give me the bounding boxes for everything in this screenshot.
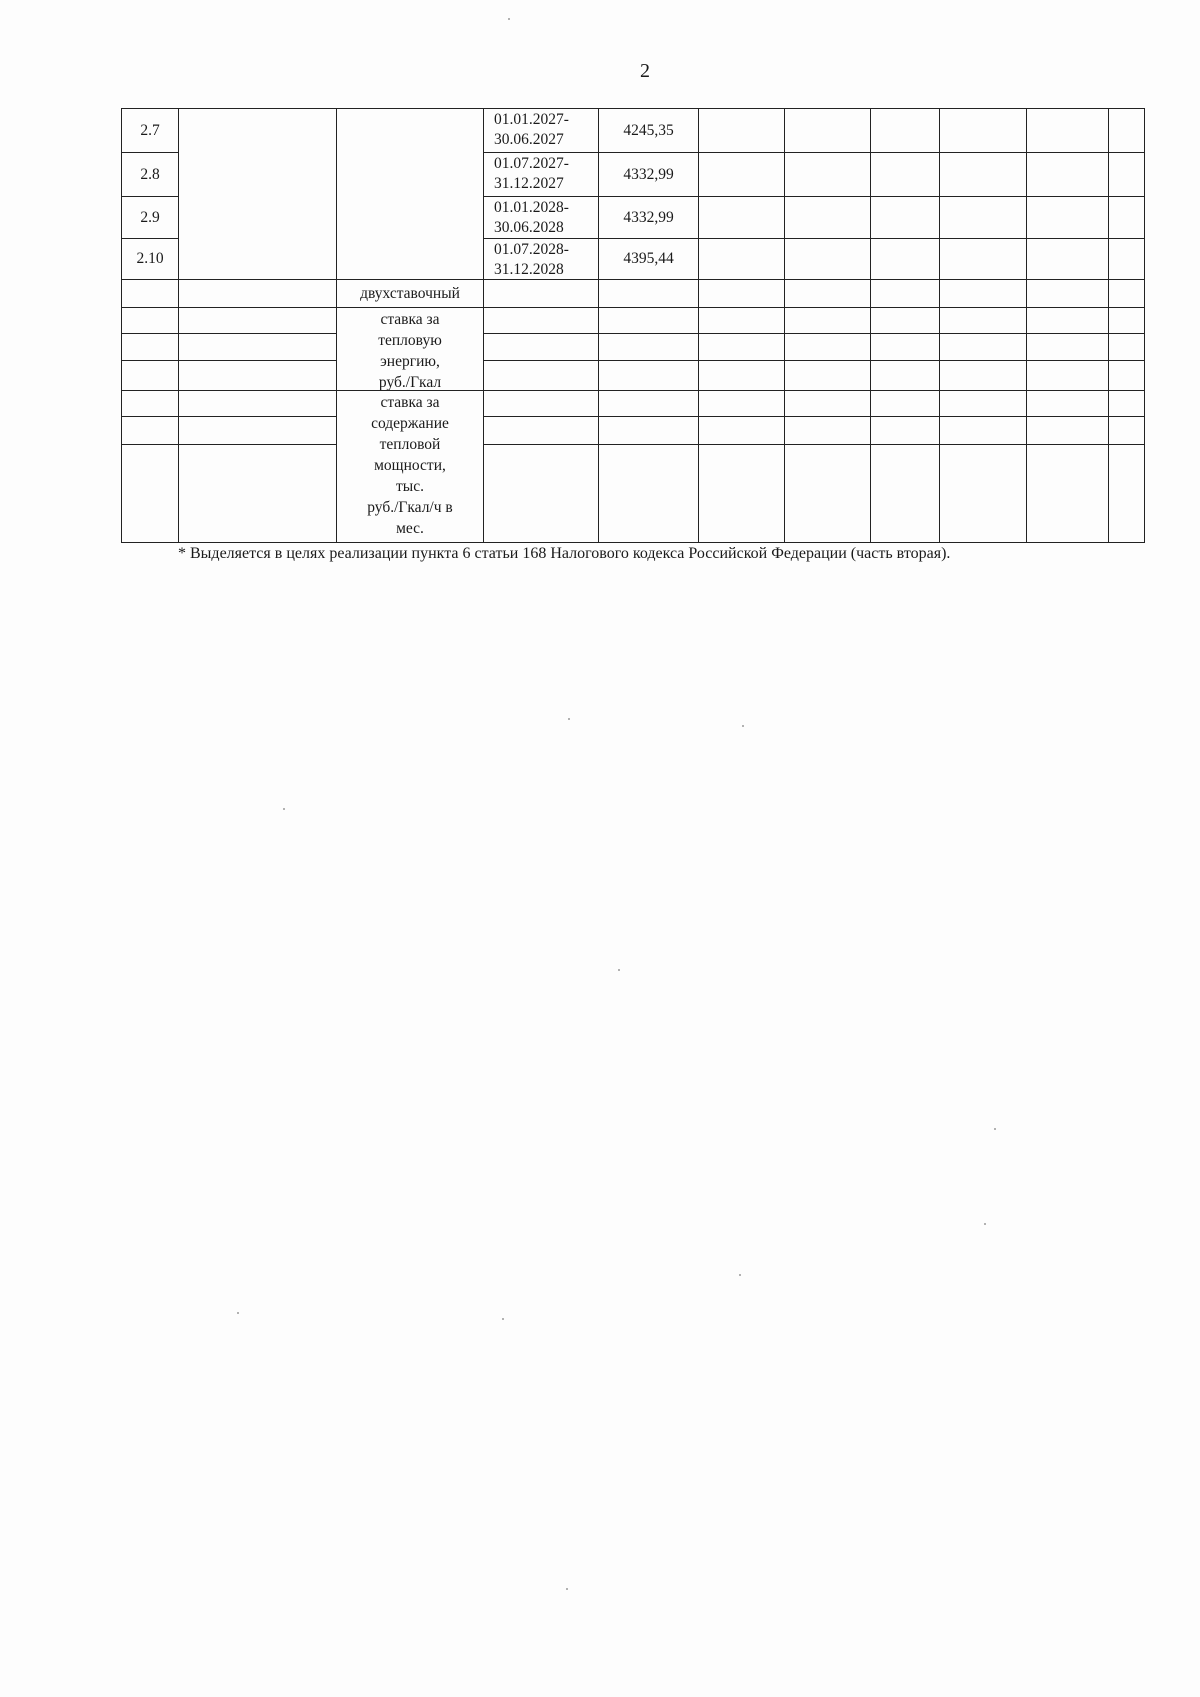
period-cell (483, 390, 599, 417)
empty-cell (939, 444, 1027, 543)
empty-cell (698, 360, 785, 391)
empty-cell (939, 279, 1027, 308)
period-cell (483, 307, 599, 334)
period-cell (483, 333, 599, 361)
scan-speck (568, 718, 570, 720)
tariff-value (598, 307, 699, 334)
org-name-cell (178, 416, 337, 445)
empty-cell (1026, 416, 1109, 445)
empty-cell (939, 390, 1027, 417)
empty-cell (870, 196, 940, 239)
empty-cell (1026, 108, 1109, 153)
empty-cell (870, 238, 940, 280)
scan-speck (237, 1312, 239, 1314)
row-number (121, 360, 179, 391)
tariff-value: 4332,99 (598, 152, 699, 197)
tariff-value (598, 279, 699, 308)
org-name-cell (178, 108, 337, 280)
empty-cell (698, 416, 785, 445)
footnote: * Выделяется в целях реализации пункта 6 статьи 168 Налогового кодекса Российской Федерации (часть вторая). (178, 545, 951, 562)
empty-cell (939, 360, 1027, 391)
empty-cell (939, 196, 1027, 239)
org-name-cell (178, 307, 337, 334)
empty-cell (698, 108, 785, 153)
row-number: 2.10 (121, 238, 179, 280)
row-number: 2.8 (121, 152, 179, 197)
empty-cell (870, 307, 940, 334)
period-cell: 01.07.2027- 31.12.2027 (483, 152, 599, 197)
scan-speck (742, 725, 744, 727)
scan-speck (508, 18, 510, 20)
tariff-value (598, 444, 699, 543)
scan-speck (994, 1128, 996, 1130)
empty-cell (1108, 333, 1145, 361)
empty-cell (1026, 196, 1109, 239)
empty-cell (1108, 307, 1145, 334)
empty-cell (698, 279, 785, 308)
two-part-label: двухставочный (336, 279, 484, 308)
scan-speck (283, 808, 285, 810)
empty-cell (784, 444, 871, 543)
page-number: 2 (640, 60, 650, 82)
period-cell (483, 360, 599, 391)
empty-cell (698, 444, 785, 543)
empty-cell (1026, 152, 1109, 197)
empty-cell (1026, 279, 1109, 308)
period-cell (483, 444, 599, 543)
empty-cell (870, 444, 940, 543)
empty-cell (870, 416, 940, 445)
empty-cell (1026, 333, 1109, 361)
org-name-cell (178, 279, 337, 308)
org-name-cell (178, 360, 337, 391)
org-name-cell (178, 333, 337, 361)
tariff-value: 4395,44 (598, 238, 699, 280)
empty-cell (784, 108, 871, 153)
row-number (121, 333, 179, 361)
scan-speck (739, 1274, 741, 1276)
empty-cell (1108, 152, 1145, 197)
empty-cell (1026, 360, 1109, 391)
empty-cell (784, 279, 871, 308)
row-number (121, 390, 179, 417)
empty-cell (870, 390, 940, 417)
empty-cell (784, 196, 871, 239)
scan-speck (566, 1588, 568, 1590)
org-name-cell (178, 390, 337, 417)
tariff-value: 4245,35 (598, 108, 699, 153)
row-number: 2.9 (121, 196, 179, 239)
org-name-cell (178, 444, 337, 543)
empty-cell (698, 333, 785, 361)
empty-cell (1108, 196, 1145, 239)
empty-cell (870, 152, 940, 197)
empty-cell (1026, 390, 1109, 417)
period-cell: 01.07.2028- 31.12.2028 (483, 238, 599, 280)
empty-cell (698, 307, 785, 334)
empty-cell (698, 238, 785, 280)
empty-cell (870, 333, 940, 361)
empty-cell (939, 416, 1027, 445)
period-cell: 01.01.2027- 30.06.2027 (483, 108, 599, 153)
empty-cell (698, 390, 785, 417)
empty-cell (1108, 279, 1145, 308)
row-number (121, 279, 179, 308)
row-number (121, 444, 179, 543)
tariff-table (121, 108, 1145, 543)
empty-cell (1026, 444, 1109, 543)
empty-cell (784, 238, 871, 280)
rate-capacity-label: ставка за содержание тепловой мощности, тыс. руб./Гкал/ч в мес. (336, 390, 484, 543)
empty-cell (870, 279, 940, 308)
empty-cell (698, 196, 785, 239)
empty-cell (870, 108, 940, 153)
period-cell: 01.01.2028- 30.06.2028 (483, 196, 599, 239)
tariff-value (598, 416, 699, 445)
tariff-value: 4332,99 (598, 196, 699, 239)
row-number (121, 307, 179, 334)
rate-energy-label: ставка за тепловую энергию, руб./Гкал (336, 307, 484, 391)
empty-cell (784, 416, 871, 445)
empty-cell (1108, 360, 1145, 391)
period-cell (483, 279, 599, 308)
empty-cell (939, 108, 1027, 153)
empty-cell (784, 333, 871, 361)
empty-cell (1026, 307, 1109, 334)
empty-cell (1108, 416, 1145, 445)
empty-cell (1108, 444, 1145, 543)
tariff-value (598, 333, 699, 361)
row-number: 2.7 (121, 108, 179, 153)
tariff-type-cell (336, 108, 484, 280)
tariff-value (598, 390, 699, 417)
empty-cell (1108, 390, 1145, 417)
empty-cell (1026, 238, 1109, 280)
empty-cell (698, 152, 785, 197)
empty-cell (784, 307, 871, 334)
empty-cell (939, 152, 1027, 197)
scan-speck (984, 1223, 986, 1225)
empty-cell (1108, 108, 1145, 153)
empty-cell (784, 390, 871, 417)
empty-cell (784, 152, 871, 197)
empty-cell (939, 307, 1027, 334)
empty-cell (784, 360, 871, 391)
row-number (121, 416, 179, 445)
scan-speck (618, 969, 620, 971)
empty-cell (939, 238, 1027, 280)
empty-cell (870, 360, 940, 391)
tariff-value (598, 360, 699, 391)
empty-cell (1108, 238, 1145, 280)
empty-cell (939, 333, 1027, 361)
scan-speck (502, 1318, 504, 1320)
period-cell (483, 416, 599, 445)
